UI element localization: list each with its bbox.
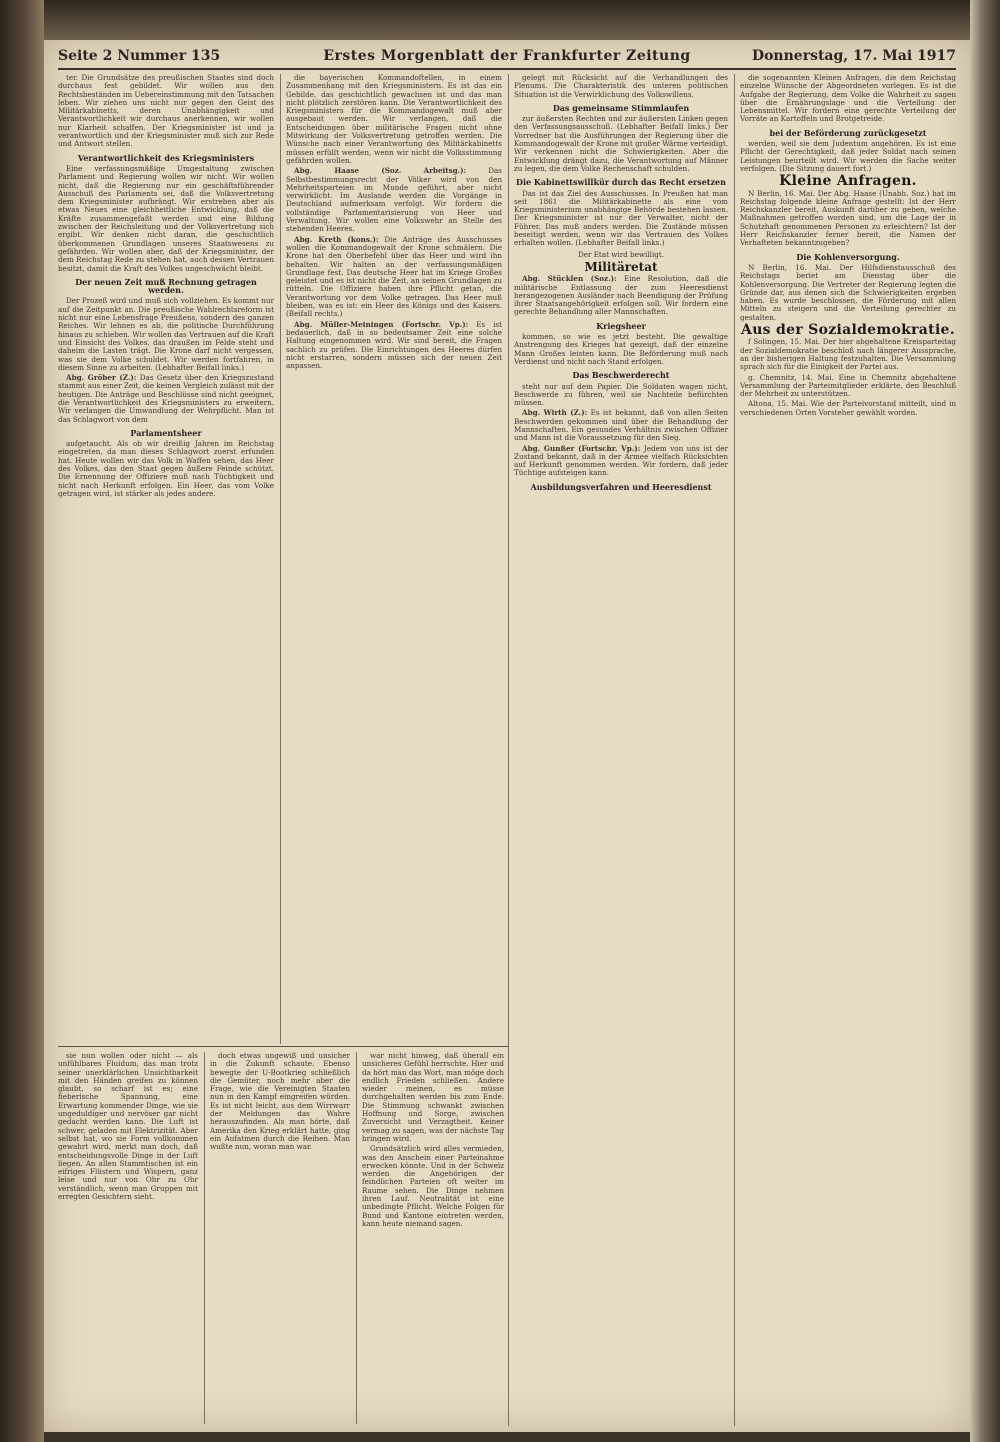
- article-text: aufgetaucht. Als ob wir dreißig Jahren im Reichstag eingetreten, da man dieses Schlagwort zuerst erfunden hat. Heute wollen wir das Volk in Waffen sehen, das Heer des Volkes, das den Staat gegen äußere Feinde schützt. Die Ernennung der Offiziere muß nach Tüchtigkeit und nicht nach Herkunft erfolgen. Ein Heer, das vom Volke getragen wird, ist stärker als jedes andere.: [58, 439, 274, 498]
- book-spine: [0, 0, 44, 1442]
- issue-date: Donnerstag, 17. Mai 1917: [751, 48, 956, 64]
- article-text: Altona, 15. Mai. Wie der Parteivorstand mitteilt, sind in verschiedenen Orten Vorsteher gewählt worden.: [740, 399, 956, 417]
- section-heading: Die Kohlenversorgung.: [796, 251, 900, 262]
- section-heading: Das Beschwerderecht: [572, 370, 670, 381]
- article-text: war nicht hinweg, daß überall ein unsicheres Gefühl herrschte. Hier und da hört man das Wort, man möge doch endlich Frieden schließen. Andere wieder meinen, es müsse durchgehalten werden bis zum Ende. Die Stimmung schwankt zwischen Hoffnung und Sorge, zwischen Zuversicht und Verzagtheit. Keiner vermag zu sagen, was der nächste Tag bringen wird.: [362, 1052, 504, 1143]
- article-text: Der Prozeß wird und muß sich vollziehen. Es kommt nur auf die Zeitpunkt an. Die preußische Wahlrechtsreform ist nicht nur eine Lebensfrage Preußens, sondern des ganzen Reiches. Wir lehnen es ab, die politische Durchführung hinaus zu schieben. Wir wollen das Vertrauen auf die Kraft und Einsicht des Volkes, das draußen im Felde steht und daheim die Lasten trägt. Die Krone darf nicht vergessen, was sie dem Volke schuldet. Wir werden fortfahren, in diesem Sinne zu arbeiten. (Lebhafter Beifall links.): [58, 296, 274, 372]
- columns: [58, 74, 956, 1426]
- column-rule: [280, 74, 281, 1044]
- column-rule: [734, 74, 735, 1426]
- article-text: steht nur auf dem Papier. Die Soldaten wagen nicht, Beschwerde zu führen, weil sie Nachteile befürchten müssen.: [514, 381, 728, 408]
- section-heading: Ausbildungsverfahren und Heeresdienst: [530, 481, 712, 492]
- section-title-kleine-anfragen: Kleine Anfragen.: [779, 173, 917, 190]
- article-text: Eine Resolution, daß die militärische Entlassung der zum Heeresdienst herangezogenen Ausländer nach Beendigung der Prüfung ihrer Staatsangehörigkeit erfolgen soll. Wir fordern eine gerechte Behandlung aller Mannschaften.: [514, 274, 728, 317]
- section-title-sozialdemokratie: Aus der Sozialdemokratie.: [741, 322, 955, 339]
- article-text: Grundsätzlich wird alles vermieden, was den Anschein einer Parteinahme erwecken könnte. Und in der Schweiz werden die Angehörigen der feindlichen Parteien oft weiter im Raume sehen. Die Dinge nehmen ihren Lauf. Neutralität ist eine unbedingte Pflicht. Welche Folgen für Bund und Kantone eintreten werden, kann heute niemand sagen.: [362, 1144, 504, 1228]
- article-text: die bayerischen Kommandoftellen, in einem Zusammenhang mit den Kriegsministern. Es ist das ein Gebilde, das geschichtlich gewachsen ist und das man nicht plötzlich zerstören kann. Die Verantwortlichkeit des Kriegsministers für die Kommandogewalt muß aber ausgebaut werden. Wir verlangen, daß die Entscheidungen über militärische Fragen nicht ohne Mitwirkung der Volksvertretung getroffen werden. Die Wünsche nach einer Verantwortung des Militärkabinetts müssen erfüllt werden, wenn wir nicht die Volksstimmung gefährden wollen.: [286, 74, 502, 165]
- right-page-edge: [970, 0, 1000, 1442]
- feuilleton-column-1: [58, 1052, 198, 1424]
- speaker-name: Abg. Wirth (Z.):: [522, 408, 588, 418]
- vote-result: Der Etat wird bewilligt.: [577, 249, 665, 259]
- page-number: Seite 2 Nummer 135: [58, 48, 221, 64]
- section-heading: bei der Beförderung zurückgesetzt: [769, 127, 927, 138]
- section-heading: Die Kabinettswillkür durch das Recht ersetzen: [516, 177, 726, 188]
- article-text: Das ist das Ziel des Ausschusses. In Preußen hat man seit 1861 die Militärkabinette als eine vom Kriegsministerium unabhängige Behörde bestehen lassen. Der Kriegsminister ist nur der Verwalter, nicht der Führer. Das muß anders werden. Die Zustände müssen beseitigt werden, wenn wir das Vertrauen des Volkes erhalten wollen. (Lebhafter Beifall links.): [514, 188, 728, 248]
- article-text: Jedem von uns ist der Zustand bekannt, daß in der Armee vielfach Rücksichten auf Herkunft genommen werden. Wir fordern, daß jeder Tüchtige aufsteigen kann.: [514, 443, 728, 478]
- article-text: Das Gesetz über den Kriegszustand stammt aus einer Zeit, die keinen Vergleich zulässt mit der heutigen. Die Anträge und Beschlüsse sind nicht geeignet, die Verantwortlichkeit des Kriegsministers zu erweitern. Wir verlangen die Umwandlung der Wehrpflicht. Man ist das Schlagwort von dem: [58, 373, 274, 424]
- article-text: Es ist bedauerlich, daß in so bedeutsamer Zeit eine solche Haltung eingenommen wird. Wir sind bereit, die Fragen sachlich zu prüfen. Die Einrichtungen des Heeres dürfen nicht erstarren, sondern müssen sich der neuen Zeit anpassen.: [286, 319, 502, 371]
- section-heading: Kriegsheer: [596, 320, 646, 331]
- feuilleton-column-2: [210, 1052, 350, 1424]
- speaker-name: Abg. Haase (Soz. Arbeitsg.):: [294, 166, 467, 176]
- feuilleton-column-3: [362, 1052, 504, 1424]
- article-text: Das Selbstbestimmungsrecht der Völker wird von den Mehrheitsparteien im Munde geführt, aber nicht verwirklicht. Im Auslande werden die Vorgänge in Deutschland aufmerksam verfolgt. Wir fordern die vollständige Parlamentarisierung von Heer und Verwaltung. Wir wollen eine Volkswehr an Stelle des stehenden Heeres.: [286, 166, 502, 234]
- top-edge: [44, 0, 970, 40]
- column-3: [514, 74, 728, 1426]
- article-text: f Solingen, 15. Mai. Der hier abgehaltene Kreisparteitag der Sozialdemokratie beschloß nach längerer Aussprache, an der bisherigen Haltung festzuhalten. Die Versammlung sprach sich für die Einigkeit der Partei aus.: [740, 337, 956, 372]
- newspaper-page: [44, 40, 970, 1432]
- column-2: [286, 74, 502, 1042]
- speaker-name: Abg. Gunßer (Fortschr. Vp.):: [522, 443, 641, 453]
- section-heading: Parlamentsheer: [130, 427, 202, 438]
- feuilleton-divider: [58, 1046, 508, 1047]
- article-text: gelegt mit Rücksicht auf die Verhandlungen des Plenums. Die Charakteristik des unteren politischen Situation ist die Verwirklichung des Volkswillens.: [514, 74, 728, 99]
- speaker-name: Abg. Gröber (Z.):: [66, 373, 137, 383]
- column-rule: [204, 1052, 205, 1424]
- article-text: ter. Die Grundsätze des preußischen Staates sind doch durchaus fest gebildet. Wir wollen aus den Rechtsbeständen im Uebereinstimmung mit den Tatsachen leben. Wir ziehen uns nicht nur gegen den Geist des Militärkabinetts, deren Unabhängigkeit und Verantwortlichkeit wir durchaus anerkennen, wir wollen nur Klarheit schaffen. Der Kriegsminister ist und ja verantwortlich und der Kriegsminister muß sich zur Rede und Antwort stellen.: [58, 74, 274, 149]
- column-rule: [508, 74, 509, 1426]
- section-heading: Das gemeinsame Stimmlaufen: [552, 102, 690, 113]
- article-text: doch etwas ungewiß und unsicher in die Zukunft schaute. Ebenso bewegte der U-Bootkrieg schließlich die Gemüter, noch mehr aber die Frage, wie die Vereinigten Staaten nun in den Kampf eingreifen würden. Es ist nicht leicht, aus dem Wirrwarr der Meldungen das Wahre herauszufinden. Als man hörte, daß Amerika den Krieg erklärt hatte, ging ein Aufatmen durch die Reihen. Man wußte nun, woran man war.: [210, 1052, 350, 1152]
- article-text: N Berlin, 16. Mai. Der Abg. Haase (Unabh. Soz.) hat im Reichstag folgende kleine Anfrage gestellt: Ist der Herr Reichskanzler bereit, Auskunft darüber zu geben, welche Maßnahmen getroffen worden sind, um die Lage der in Schutzhaft genommenen Personen zu erleichtern? Ist der Herr Reichskanzler ferner bereit, die Namen der Verhafteten bekanntzugeben?: [740, 188, 956, 248]
- column-4: [740, 74, 956, 1426]
- section-heading: Verantwortlichkeit des Kriegsministers: [77, 152, 255, 163]
- article-text: Eine verfassungsmäßige Umgestaltung zwischen Parlament und Regierung wollen wir nicht. Wir wollen nicht, daß die Regierung nur ein geschäftsführender Ausschuß des Parlaments sei, daß die Volksvertretung dem Kriegsminister aufbrängt. Wir erstreben aber als etwas Neues eine gleichheitliche Entwicklung, daß die Kräfte zusammengefaßt werden und eine Bildung zwischen der Reichsleitung und der Volksvertretung sich ergibt. Wir denken nicht daran, die geschichtlich überkommenen Grundlagen unseres Staatswesens zu gefährden. Wir wollen aber, daß der Kriegsminister, der dem Reichstag Rede zu stehen hat, auch dessen Vertrauen besitzt, damit die Kraft des Volkes ungeschwächt bleibt.: [58, 163, 274, 273]
- article-text: werden, weil sie dem Judentum angehören. Es ist eine Pflicht der Gerechtigkeit, daß jeder Soldat nach seinen Leistungen beurteilt wird. Wir werden die Sache weiter verfolgen. (Die Sitzung dauert fort.): [740, 139, 956, 173]
- article-text: Es ist bekannt, daß von allen Seiten Beschwerden gekommen sind über die Behandlung der Mannschaften. Ein gesundes Verhältnis zwischen Offizier und Mann ist die Voraussetzung für den Sieg.: [514, 408, 728, 443]
- article-text: kommen, so wie es jetzt besteht. Die gewaltige Anstrengung des Krieges hat gezeigt, daß der einzelne Mann Großes leisten kann. Die Beförderung muß nach Verdienst und nicht nach Stand erfolgen.: [514, 332, 728, 366]
- section-heading: Der neuen Zeit muß Rechnung getragen werden.: [75, 276, 257, 296]
- article-text: Die Anträge des Ausschusses wollen die Kommandogewalt der Krone schmälern. Die Krone hat den Oberbefehl über das Heer und wird ihn behalten. Wir halten an der verfassungsmäßigen Grundlage fest. Das deutsche Heer hat im Kriege Großes geleistet und es ist nicht die Zeit, an seinen Grundlagen zu rütteln. Die Offiziere haben ihre Pflicht getan, die Verantwortung vor dem Volke getragen. Das Heer muß bleiben, was es ist: ein Heer des Königs und des Kaisers. (Beifall rechts.): [286, 234, 502, 319]
- section-title: Militäretat: [584, 259, 658, 274]
- article-text: sie nun wollen oder nicht — als unfühlbares Fluidum, das man trotz seiner unerklärlichen Unsichtbarkeit mit den Händen greifen zu können glaubt, so scharf ist es; eine fieberische Spannung, eine Erwartung kommender Dinge, wie sie ungeduldiger und nervöser gar nicht gedacht werden kann. Die Luft ist schwer, geladen mit Elektrizität. Aber selbst hat, wo sie Form vollkommen gewahrt wird, merkt man doch, daß entscheidungsvolle Dinge in der Luft liegen. An allen Stammtischen ist ein eifriges Flüstern und Wispern, ganz leise und nur von Ohr zu Ohr verständlich, wenn man Gruppen mit erregten Gesichtern sieht.: [58, 1052, 198, 1202]
- article-text: N Berlin, 16. Mai. Der Hilfsdienstausschuß des Reichstags beriet am Dienstag über die Kohlenversorgung. Die Vertreter der Regierung legten die Gründe dar, aus denen sich die Schwierigkeiten ergeben haben. Es wurde beschlossen, die Förderung mit allen Mitteln zu steigern und die Verteilung gerechter zu gestalten.: [740, 262, 956, 322]
- speaker-name: Abg. Müller-Meiningen (Fortschr. Vp.):: [294, 319, 469, 329]
- masthead: Erstes Morgenblatt der Frankfurter Zeitung: [323, 48, 691, 64]
- speaker-name: Abg. Stücklen (Soz.):: [522, 274, 617, 284]
- column-rule: [356, 1052, 357, 1424]
- article-text: g. Chemnitz, 14. Mai. Eine in Chemnitz abgehaltene Versammlung der Parteimitglieder erklärte, den Beschluß der Mehrheit zu unterstützen.: [740, 372, 956, 399]
- page-header: [58, 46, 956, 70]
- article-text: zur äußersten Rechten und zur äußersten Linken gegen den Verfassungsausschuß. (Lebhafter Beifall links.) Der Vorredner hat die Ausführungen der Regierung über die Kommandogewalt der Krone mit großer Wärme verteidigt. Wir verkennen nicht die Schwierigkeiten. Aber die Entwicklung drängt dazu, die Verantwortung auf Männer zu legen, die dem Volke Rechenschaft schulden.: [514, 114, 728, 173]
- speaker-name: Abg. Kreth (kons.):: [294, 234, 379, 244]
- article-text: die sogenannten Kleinen Anfragen, die dem Reichstag einzelne Wünsche der Abgeordneten vorlegen. Es ist die Aufgabe der Regierung, dem Volke die Wahrheit zu sagen über die Ernährungslage und die Verteilung der Lebensmittel. Wir fordern eine gerechte Verteilung der Vorräte an Kartoffeln und Brotgetreide.: [740, 74, 956, 124]
- column-1: [58, 74, 274, 1042]
